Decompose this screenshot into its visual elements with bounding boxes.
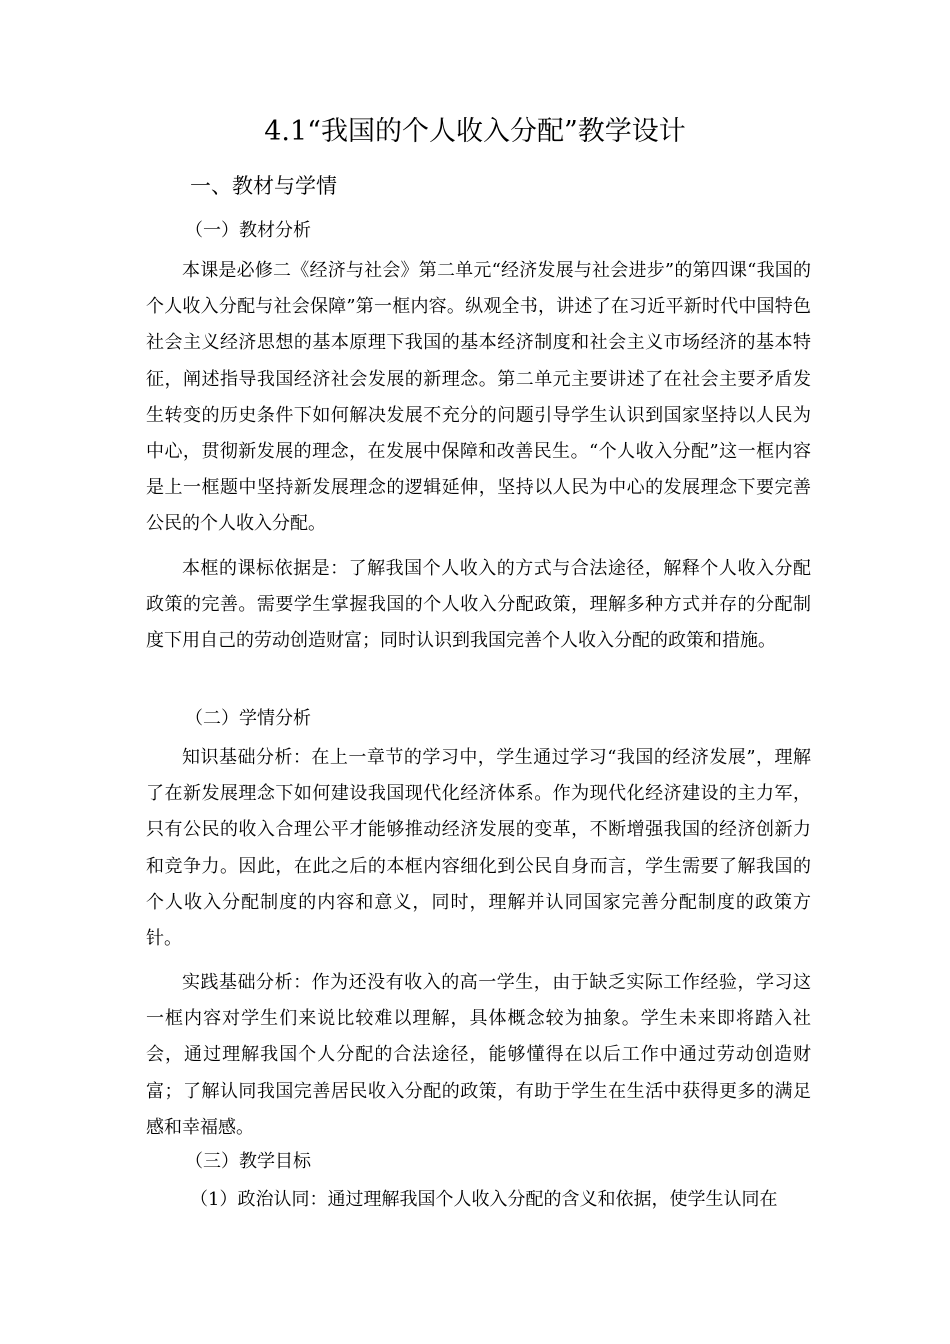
section-heading-textbook-and-students: 一、教材与学情 — [190, 174, 337, 198]
subsection-heading-student-analysis: （二）学情分析 — [185, 708, 311, 729]
paragraph-knowledge-basis: 知识基础分析：在上一章节的学习中，学生通过学习“我国的经济发展”，理解了在新发展理念下如何建设我国现代化经济体系。作为现代化经济建设的主力军，只有公民的收入合理公平才能够推动经济发展的变革，不断增强我国的经济创新力和竞争力。因此，在此之后的本框内容细化到公民自身而言，学生需要了解我国的个人收入分配制度的内容和意义，同时，理解并认同国家完善分配制度的政策方针。 — [146, 747, 811, 950]
paragraph-political-identity: （1）政治认同：通过理解我国个人收入分配的含义和依据，使学生认同在 — [190, 1189, 778, 1210]
paragraph-textbook-analysis-2: 本框的课标依据是：了解我国个人收入的方式与合法途径，解释个人收入分配政策的完善。需要学生掌握我国的个人收入分配政策，理解多种方式并存的分配制度下用自己的劳动创造财富；同时认识到我国完善个人收入分配的政策和措施。 — [146, 558, 811, 652]
document-title: 4.1“我国的个人收入分配”教学设计 — [264, 116, 686, 147]
paragraph-practice-basis: 实践基础分析：作为还没有收入的高一学生，由于缺乏实际工作经验，学习这一框内容对学生们来说比较难以理解，具体概念较为抽象。学生未来即将踏入社会，通过理解我国个人分配的合法途径，能够懂得在以后工作中通过劳动创造财富；了解认同我国完善居民收入分配的政策，有助于学生在生活中获得更多的满足感和幸福感。 — [146, 972, 811, 1138]
subsection-heading-teaching-goals: （三）教学目标 — [185, 1151, 311, 1172]
paragraph-textbook-analysis-1: 本课是必修二《经济与社会》第二单元“经济发展与社会进步”的第四课“我国的个人收入分配与社会保障”第一框内容。纵观全书，讲述了在习近平新时代中国特色社会主义经济思想的基本原理下我国的基本经济制度和社会主义市场经济的基本特征，阐述指导我国经济社会发展的新理念。第二单元主要讲述了在社会主要矛盾发生转变的历史条件下如何解决发展不充分的问题引导学生认识到国家坚持以人民为中心，贯彻新发展的理念，在发展中保障和改善民生。“个人收入分配”这一框内容是上一框题中坚持新发展理念的逻辑延伸，坚持以人民为中心的发展理念下要完善公民的个人收入分配。 — [146, 260, 811, 535]
subsection-heading-textbook-analysis: （一）教材分析 — [185, 220, 311, 241]
